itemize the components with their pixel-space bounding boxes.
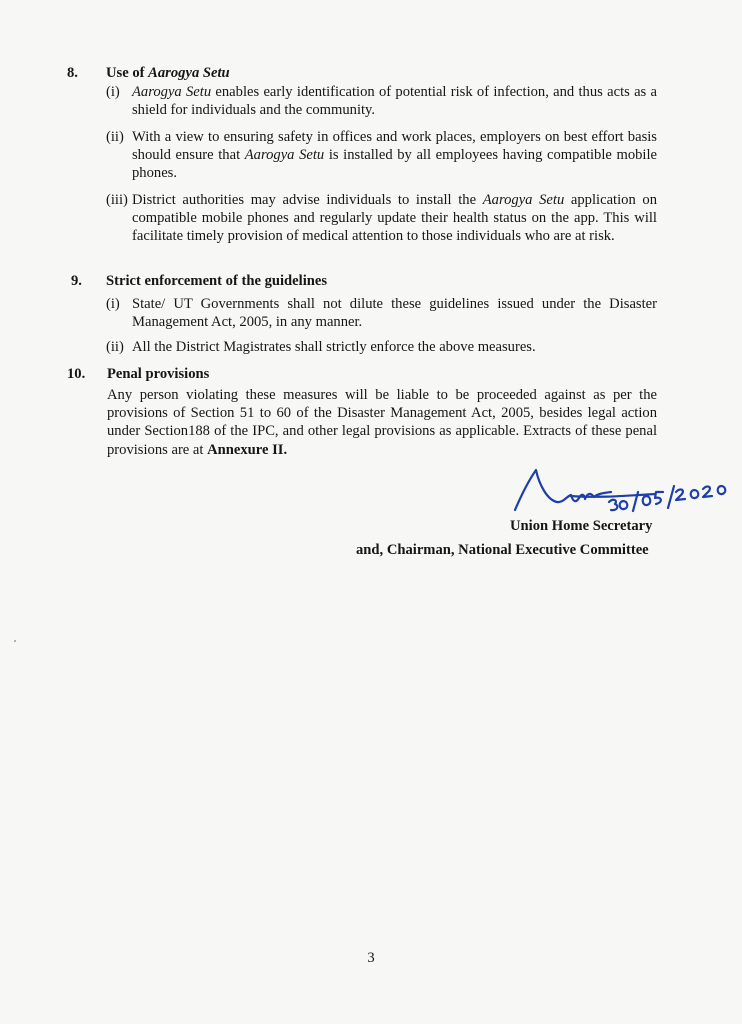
app-name-italic: Aarogya Setu xyxy=(482,192,565,208)
signature-date-0a xyxy=(620,501,628,509)
section-8-item-ii xyxy=(106,128,657,183)
section-10-paragraph xyxy=(107,386,657,459)
item-body xyxy=(132,128,657,183)
scan-speck xyxy=(14,640,16,642)
item-text: All the District Magistrates shall strictly enforce the above measures. xyxy=(132,339,536,355)
signature-date-0b xyxy=(643,496,651,505)
item-text-b: application on compatible mobile phones and regularly update their health status on the app. This will facilitate timely provision of medical attention to those individuals who are at risk. xyxy=(132,192,657,245)
section-8-heading-prefix: Use of xyxy=(106,65,149,81)
signature-date-5 xyxy=(655,492,663,504)
section-8-item-i xyxy=(106,83,657,119)
item-marker: (i) xyxy=(106,84,120,100)
section-8-heading-app-name: Aarogya Setu xyxy=(148,65,230,81)
section-9-item-i xyxy=(106,295,657,331)
item-text-a: With a view to ensuring safety in offices and work places, employers on best effort basis should ensure that xyxy=(132,129,657,164)
section-8-item-iii xyxy=(106,191,657,246)
signature-strokes xyxy=(515,470,725,511)
app-name-italic: Aarogya Setu xyxy=(244,147,325,164)
signature-date-2a xyxy=(676,489,685,500)
annexure-reference: Annexure II. xyxy=(207,441,288,458)
app-name-italic: Aarogya Setu xyxy=(132,84,212,100)
section-10-heading: Penal provisions xyxy=(107,366,210,382)
signatory-title: Union Home Secretary xyxy=(510,518,653,534)
signature-date-0c xyxy=(691,490,699,498)
item-body xyxy=(132,83,657,119)
item-marker: (iii) xyxy=(106,192,128,208)
signature-date-slash-2 xyxy=(668,486,674,508)
signature-date-3 xyxy=(609,500,617,510)
item-marker: (i) xyxy=(106,296,120,312)
page-number: 3 xyxy=(367,950,375,966)
signature-date-0d xyxy=(718,486,726,494)
item-text-b: is installed by all employees having compatible mobile phones. xyxy=(132,147,658,182)
item-marker: (ii) xyxy=(106,339,124,355)
item-text: enables early identification of potential risk of infection, and thus acts as a shield for individuals and the community. xyxy=(132,84,657,119)
signature-stroke-main xyxy=(515,470,611,510)
item-marker: (ii) xyxy=(106,129,124,145)
section-9-heading: Strict enforcement of the guidelines xyxy=(106,273,328,289)
section-8-heading xyxy=(106,64,230,82)
signatory-designation: and, Chairman, National Executive Committee xyxy=(356,542,649,558)
section-10-number: 10. xyxy=(67,366,86,382)
item-body xyxy=(132,191,657,246)
item-text-a: District authorities may advise individuals to install the xyxy=(132,192,483,208)
signature-date-2b xyxy=(703,486,712,497)
section-8-number: 8. xyxy=(67,65,78,81)
item-text: State/ UT Governments shall not dilute these guidelines issued under the Disaster Management Act, 2005, in any manner. xyxy=(132,296,657,331)
section-9-number: 9. xyxy=(71,273,82,289)
paragraph-text: Any person violating these measures will be liable to be proceeded against as per the provisions of Section 51 to 60 of the Disaster Management Act, 2005, besides legal action under Section188 of the IPC, and other legal provisions as applicable. Extracts of these penal provisions are at xyxy=(107,387,657,458)
section-9-item-ii xyxy=(106,338,657,356)
